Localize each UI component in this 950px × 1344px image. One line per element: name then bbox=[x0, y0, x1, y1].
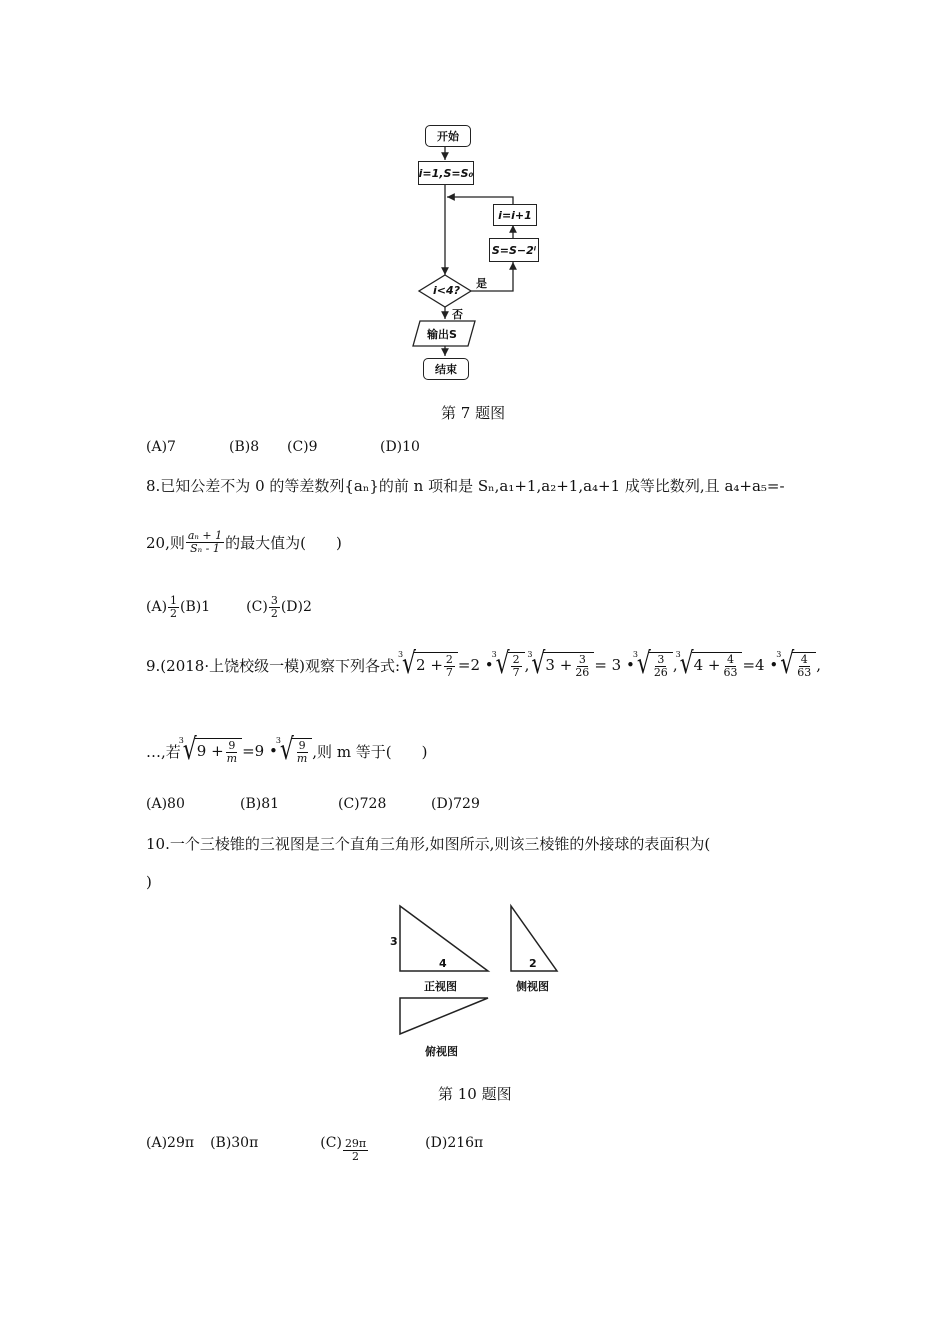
q9-e3-num: 4 bbox=[726, 653, 734, 666]
q9-root-index: 3 bbox=[398, 650, 404, 659]
flowchart-connectors bbox=[0, 0, 950, 400]
flowchart-output-label: 输出S bbox=[427, 328, 457, 341]
q9-e1-rhs-num: 2 bbox=[512, 653, 520, 666]
q9-root-index: 3 bbox=[275, 736, 281, 745]
q9-e3-term: 4 + bbox=[693, 656, 721, 675]
q9-e2-rhs-den: 26 bbox=[653, 665, 668, 679]
q10-option-a: (A)29π bbox=[146, 1135, 195, 1152]
q9-expr2-rhs-root: 3 √ $\frac{3}{26}$ bbox=[637, 652, 673, 678]
q9-e3-den: 63 bbox=[723, 665, 738, 679]
q9-root-index: 3 bbox=[776, 650, 782, 659]
q9-e4-term: 9 + bbox=[196, 742, 224, 761]
flowchart-update-s-label: S=S−2ⁱ bbox=[491, 243, 537, 257]
flowchart-init bbox=[418, 161, 474, 185]
q9-e2-num: 3 bbox=[578, 653, 586, 666]
flowchart-end-label: 结束 bbox=[435, 363, 457, 376]
q8-option-c-label: (C) bbox=[246, 599, 268, 616]
q7-option-c: (C)9 bbox=[287, 439, 318, 455]
q8-option-a-label: (A) bbox=[146, 599, 168, 616]
q9-root-index: 3 bbox=[178, 736, 184, 745]
q7-option-a: (A)7 bbox=[146, 439, 176, 455]
q9-expr3-root: 3 √ 4 + $\frac{4}{63}$ bbox=[680, 652, 743, 678]
q10-line1: 10.一个三棱锥的三视图是三个直角三角形,如图所示,则该三棱锥的外接球的表面积为( bbox=[146, 835, 711, 853]
q7-option-d: (D)10 bbox=[380, 439, 420, 455]
q9-expr2-root: 3 √ 3 + $\frac{3}{26}$ bbox=[531, 652, 594, 678]
q9-line2-suffix: ,则 m 等于( ) bbox=[312, 742, 428, 761]
top-view-triangle bbox=[400, 998, 488, 1034]
three-view-figure bbox=[380, 900, 580, 1070]
front-view-side-label: 3 bbox=[390, 935, 398, 948]
q9-root-index: 3 bbox=[491, 650, 497, 659]
q8-option-c-den: 2 bbox=[270, 606, 278, 620]
q8-fraction-num: aₙ + 1 bbox=[187, 529, 223, 542]
q8-option-c-num: 3 bbox=[270, 594, 278, 607]
q8-line2-prefix: 20,则 bbox=[146, 533, 185, 552]
q10-option-d: (D)216π bbox=[425, 1135, 484, 1152]
q9-e2-term: 3 + bbox=[545, 656, 573, 675]
q8-option-a-den: 2 bbox=[170, 606, 178, 620]
q10-line2: ) bbox=[146, 873, 152, 891]
q9-e1-num: 2 bbox=[445, 653, 453, 666]
flowchart-update-i-label: i=i+1 bbox=[498, 208, 532, 222]
q9-root-index: 3 bbox=[632, 650, 638, 659]
q9-line1: 9.(2018·上饶校级一模)观察下列各式: 3 √ 2 + $\frac{2}{7}$ =2 • 3 √ $\frac{2}{7}$ , 3 √ 3 + $\frac{3}{26}$ = 3 • 3 √ $\frac{3}{26}$ , 3 √ 4 + $\frac{4}{63}$ =4 • 3 √ $\frac{4}{63}$ , bbox=[146, 647, 821, 682]
figure-7-caption: 第 7 题图 bbox=[441, 404, 506, 422]
q9-e3-rhs-num: 4 bbox=[800, 653, 808, 666]
figure-10-caption: 第 10 题图 bbox=[438, 1085, 512, 1103]
side-view-base-label: 2 bbox=[529, 957, 537, 970]
q8-option-d: (D)2 bbox=[280, 599, 312, 616]
q9-option-b: (B)81 bbox=[240, 796, 280, 812]
flowchart-condition-label: i<4? bbox=[433, 284, 461, 297]
q9-expr1-rhs-root: 3 √ $\frac{2}{7}$ bbox=[496, 652, 525, 678]
q8-line2 bbox=[146, 530, 342, 554]
q10-option-b: (B)30π bbox=[210, 1135, 259, 1152]
q9-e4-rhs-den: m bbox=[296, 751, 308, 765]
q10-options bbox=[146, 1124, 483, 1162]
q9-e1-den: 7 bbox=[445, 665, 453, 679]
q9-e1-eq: =2 • bbox=[457, 656, 494, 675]
q8-line2-suffix: 的最大值为( ) bbox=[225, 533, 342, 552]
q9-e1-term: 2 + bbox=[416, 656, 443, 675]
q8-option-a-num: 1 bbox=[170, 594, 178, 607]
q8-fraction bbox=[186, 530, 224, 554]
q9-e4-eq: =9 • bbox=[242, 742, 278, 761]
top-view-name: 俯视图 bbox=[425, 1045, 458, 1058]
flowchart-update-s bbox=[489, 238, 539, 262]
q8-option-b: (B)1 bbox=[180, 599, 211, 616]
q9-line2 bbox=[146, 733, 428, 768]
q10-option-c-label: (C) bbox=[320, 1135, 342, 1152]
flowchart-yes-label: 是 bbox=[476, 277, 487, 290]
q9-e3-eq: =4 • bbox=[742, 656, 779, 675]
q8-options bbox=[146, 595, 312, 619]
q10-option-c-num: 29π bbox=[344, 1137, 367, 1150]
q9-e4-den: m bbox=[226, 751, 238, 765]
q9-option-d: (D)729 bbox=[431, 796, 480, 812]
flowchart-no-label: 否 bbox=[452, 308, 463, 321]
q9-expr4-root: 3 √ 9 + $\frac{9}{m}$ bbox=[183, 738, 242, 764]
front-view-name: 正视图 bbox=[424, 980, 457, 993]
q8-option-c-frac bbox=[269, 595, 280, 619]
flowchart-start bbox=[425, 125, 471, 147]
q10-option-c-frac bbox=[343, 1138, 368, 1162]
flowchart-init-label: i=1,S=S₀ bbox=[418, 166, 474, 180]
q8-line1: 8.已知公差不为 0 的等差数列{aₙ}的前 n 项和是 Sₙ,a₁+1,a₂+1,a₄+1 成等比数列,且 a₄+a₅=- bbox=[146, 477, 785, 495]
q9-root-index: 3 bbox=[527, 650, 533, 659]
q9-e1-rhs-den: 7 bbox=[512, 665, 520, 679]
q9-option-c: (C)728 bbox=[338, 796, 387, 812]
q9-e2-eq: = 3 • bbox=[594, 656, 635, 675]
flowchart-end bbox=[423, 358, 469, 380]
flowchart-start-label: 开始 bbox=[437, 130, 459, 143]
q9-e4-rhs-num: 9 bbox=[298, 739, 306, 752]
q9-e2-rhs-num: 3 bbox=[657, 653, 665, 666]
q9-expr1-root: 3 √ 2 + $\frac{2}{7}$ bbox=[402, 652, 458, 678]
q9-expr3-rhs-root: 3 √ $\frac{4}{63}$ bbox=[780, 652, 816, 678]
front-view-base-label: 4 bbox=[439, 957, 447, 970]
q10-option-c-den: 2 bbox=[352, 1149, 360, 1163]
q9-option-a: (A)80 bbox=[146, 796, 185, 812]
q9-e2-den: 26 bbox=[575, 665, 590, 679]
q7-option-b: (B)8 bbox=[229, 439, 260, 455]
q9-e3-rhs-den: 63 bbox=[797, 665, 812, 679]
q9-intro: 9.(2018·上饶校级一模)观察下列各式: bbox=[146, 656, 401, 675]
q9-e4-num: 9 bbox=[228, 739, 236, 752]
q8-fraction-den: Sₙ - 1 bbox=[190, 541, 220, 555]
flowchart-update-i bbox=[493, 204, 537, 226]
q8-option-a-frac bbox=[168, 595, 179, 619]
q9-line2-prefix: …,若 bbox=[146, 742, 181, 761]
side-view-name: 侧视图 bbox=[516, 980, 549, 993]
q9-expr4-rhs-root: 3 √ $\frac{9}{m}$ bbox=[280, 738, 312, 764]
q9-root-index: 3 bbox=[675, 650, 681, 659]
